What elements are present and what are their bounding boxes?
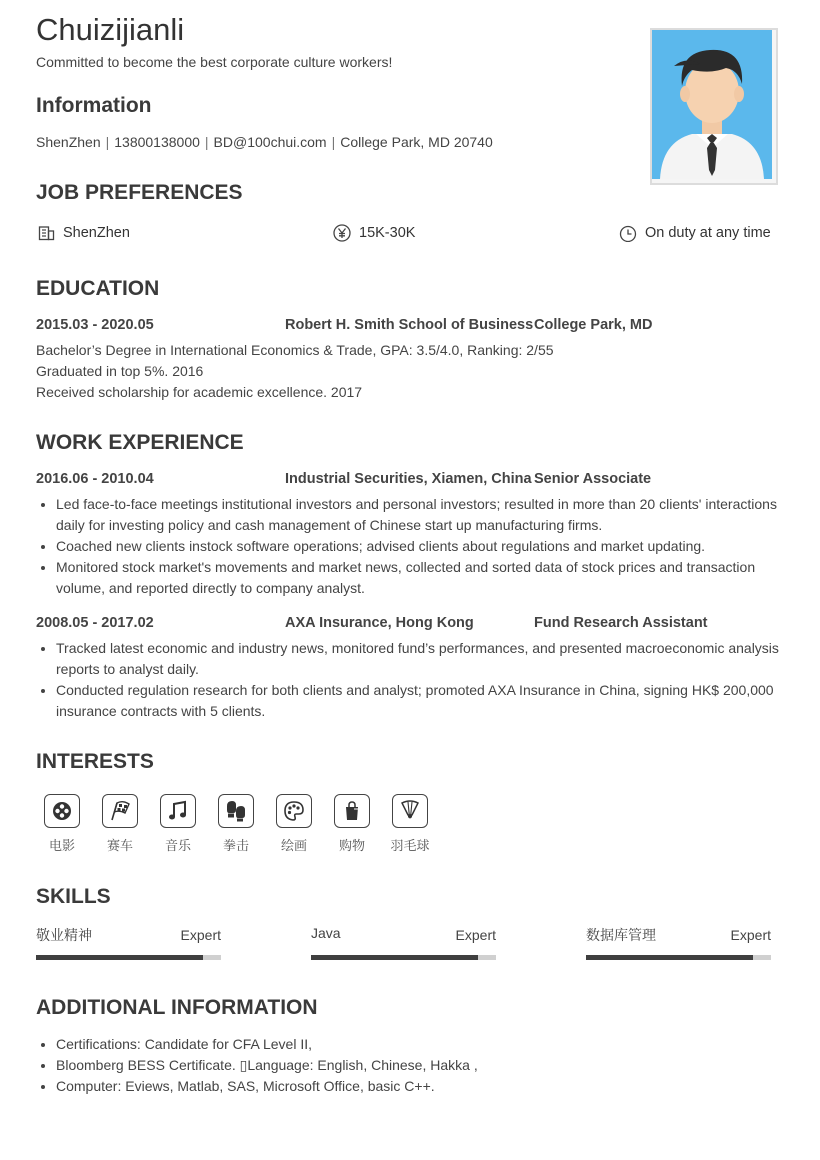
job-date: 2008.05 - 2017.02 bbox=[36, 615, 154, 631]
racing-flag-icon bbox=[108, 800, 132, 822]
skills-heading: SKILLS bbox=[36, 885, 111, 908]
resume-name: Chuizijianli bbox=[36, 12, 185, 47]
music-note-icon bbox=[167, 800, 189, 822]
interest-label: 购物 bbox=[338, 838, 365, 853]
skill-bar bbox=[586, 955, 771, 960]
interest-label: 绘画 bbox=[280, 838, 307, 853]
skill-bar bbox=[311, 955, 496, 960]
skill-bar-fill bbox=[586, 955, 753, 960]
job-bullets bbox=[36, 638, 784, 722]
education-date: 2015.03 - 2020.05 bbox=[36, 317, 154, 333]
palette-icon bbox=[283, 800, 305, 822]
skill-level: Expert bbox=[180, 927, 221, 943]
job-role: Senior Associate bbox=[534, 471, 652, 487]
education-school: Robert H. Smith School of Business bbox=[285, 317, 534, 333]
interest-label: 赛车 bbox=[106, 838, 133, 853]
skill-name: 敬业精神 bbox=[36, 927, 92, 943]
skill-name: 数据库管理 bbox=[586, 927, 656, 943]
list-item: • Led face-to-face meetings institutional investors and personal investors; resulted in more than 20 clients' interactions daily for investing policy and cash management of Chinese start up manufacturing firms. bbox=[56, 494, 784, 536]
interest-label: 音乐 bbox=[164, 838, 191, 853]
job-bullets bbox=[36, 494, 784, 599]
shuttlecock-icon bbox=[399, 800, 421, 822]
contact-phone: 13800138000 bbox=[114, 134, 200, 150]
contact-line: ShenZhen | 13800138000 | BD@100chui.com | College Park, MD 20740 bbox=[36, 134, 493, 150]
interest-item bbox=[266, 794, 322, 854]
profile-photo bbox=[650, 28, 778, 185]
job-company: Industrial Securities, Xiamen, China bbox=[285, 471, 532, 487]
list-item: • Certifications: Candidate for CFA Level II, bbox=[56, 1034, 784, 1055]
pref-availability bbox=[619, 224, 771, 242]
list-item: • Computer: Eviews, Matlab, SAS, Microsoft Office, basic C++. bbox=[56, 1076, 784, 1097]
interest-label: 拳击 bbox=[222, 838, 249, 853]
list-item: • Coached new clients instock software operations; advised clients about regulations and market updating. bbox=[56, 536, 784, 557]
work-experience-heading: WORK EXPERIENCE bbox=[36, 431, 244, 454]
job-preferences-heading: JOB PREFERENCES bbox=[36, 181, 243, 204]
contact-email: BD@100chui.com bbox=[213, 134, 327, 150]
interest-item bbox=[34, 794, 90, 854]
additional-info-heading: ADDITIONAL INFORMATION bbox=[36, 996, 318, 1019]
list-item: • Conducted regulation research for both clients and analyst; promoted AXA Insurance in China, signing HK$ 200,000 insurance contracts with 5 clients. bbox=[56, 680, 784, 722]
skill-level: Expert bbox=[455, 927, 496, 943]
job-role: Fund Research Assistant bbox=[534, 615, 708, 631]
interest-item bbox=[208, 794, 264, 854]
yen-icon bbox=[333, 224, 351, 242]
additional-info-bullets bbox=[36, 1034, 784, 1097]
pref-salary-text: 15K-30K bbox=[359, 225, 416, 241]
skill-name: Java bbox=[311, 925, 341, 941]
interest-label: 电影 bbox=[48, 838, 75, 853]
skill-level: Expert bbox=[730, 927, 771, 943]
contact-city: ShenZhen bbox=[36, 134, 101, 150]
film-reel-icon bbox=[51, 800, 73, 822]
pref-location bbox=[38, 224, 130, 241]
clock-icon bbox=[619, 224, 637, 242]
job-date: 2016.06 - 2010.04 bbox=[36, 471, 154, 487]
education-line: Graduated in top 5%. 2016 bbox=[36, 363, 204, 379]
resume-tagline: Committed to become the best corporate culture workers! bbox=[36, 54, 393, 70]
skill-bar-fill bbox=[311, 955, 478, 960]
education-details bbox=[36, 340, 796, 403]
interests-heading: INTERESTS bbox=[36, 750, 154, 773]
pref-availability-text: On duty at any time bbox=[645, 225, 771, 241]
interest-item bbox=[92, 794, 148, 854]
contact-address: College Park, MD 20740 bbox=[340, 134, 493, 150]
list-item: • Bloomberg BESS Certificate. ▯Language: English, Chinese, Hakka , bbox=[56, 1055, 784, 1076]
pref-salary bbox=[333, 224, 415, 242]
building-icon bbox=[38, 224, 55, 241]
interest-item bbox=[150, 794, 206, 854]
interest-item bbox=[324, 794, 380, 854]
pref-location-text: ShenZhen bbox=[63, 224, 130, 241]
education-location: College Park, MD bbox=[534, 317, 653, 333]
education-line: Bachelor’s Degree in International Economics & Trade, GPA: 3.5/4.0, Ranking: 2/55 bbox=[36, 342, 554, 358]
information-heading: Information bbox=[36, 94, 152, 117]
interest-item bbox=[382, 794, 438, 854]
shopping-bag-icon bbox=[341, 800, 363, 822]
skill-bar bbox=[36, 955, 221, 960]
list-item: • Tracked latest economic and industry news, monitored fund’s performances, and presented macroeconomic analysis reports to analyst daily. bbox=[56, 638, 784, 680]
education-heading: EDUCATION bbox=[36, 277, 160, 300]
skill-bar-fill bbox=[36, 955, 203, 960]
avatar-illustration-icon bbox=[652, 30, 772, 179]
list-item: • Monitored stock market's movements and market news, collected and sorted data of stock prices and transaction volume, and reported directly to company analyst. bbox=[56, 557, 784, 599]
boxing-gloves-icon bbox=[224, 800, 248, 822]
education-line: Received scholarship for academic excellence. 2017 bbox=[36, 384, 363, 400]
job-company: AXA Insurance, Hong Kong bbox=[285, 615, 474, 631]
interest-label: 羽毛球 bbox=[390, 838, 430, 853]
